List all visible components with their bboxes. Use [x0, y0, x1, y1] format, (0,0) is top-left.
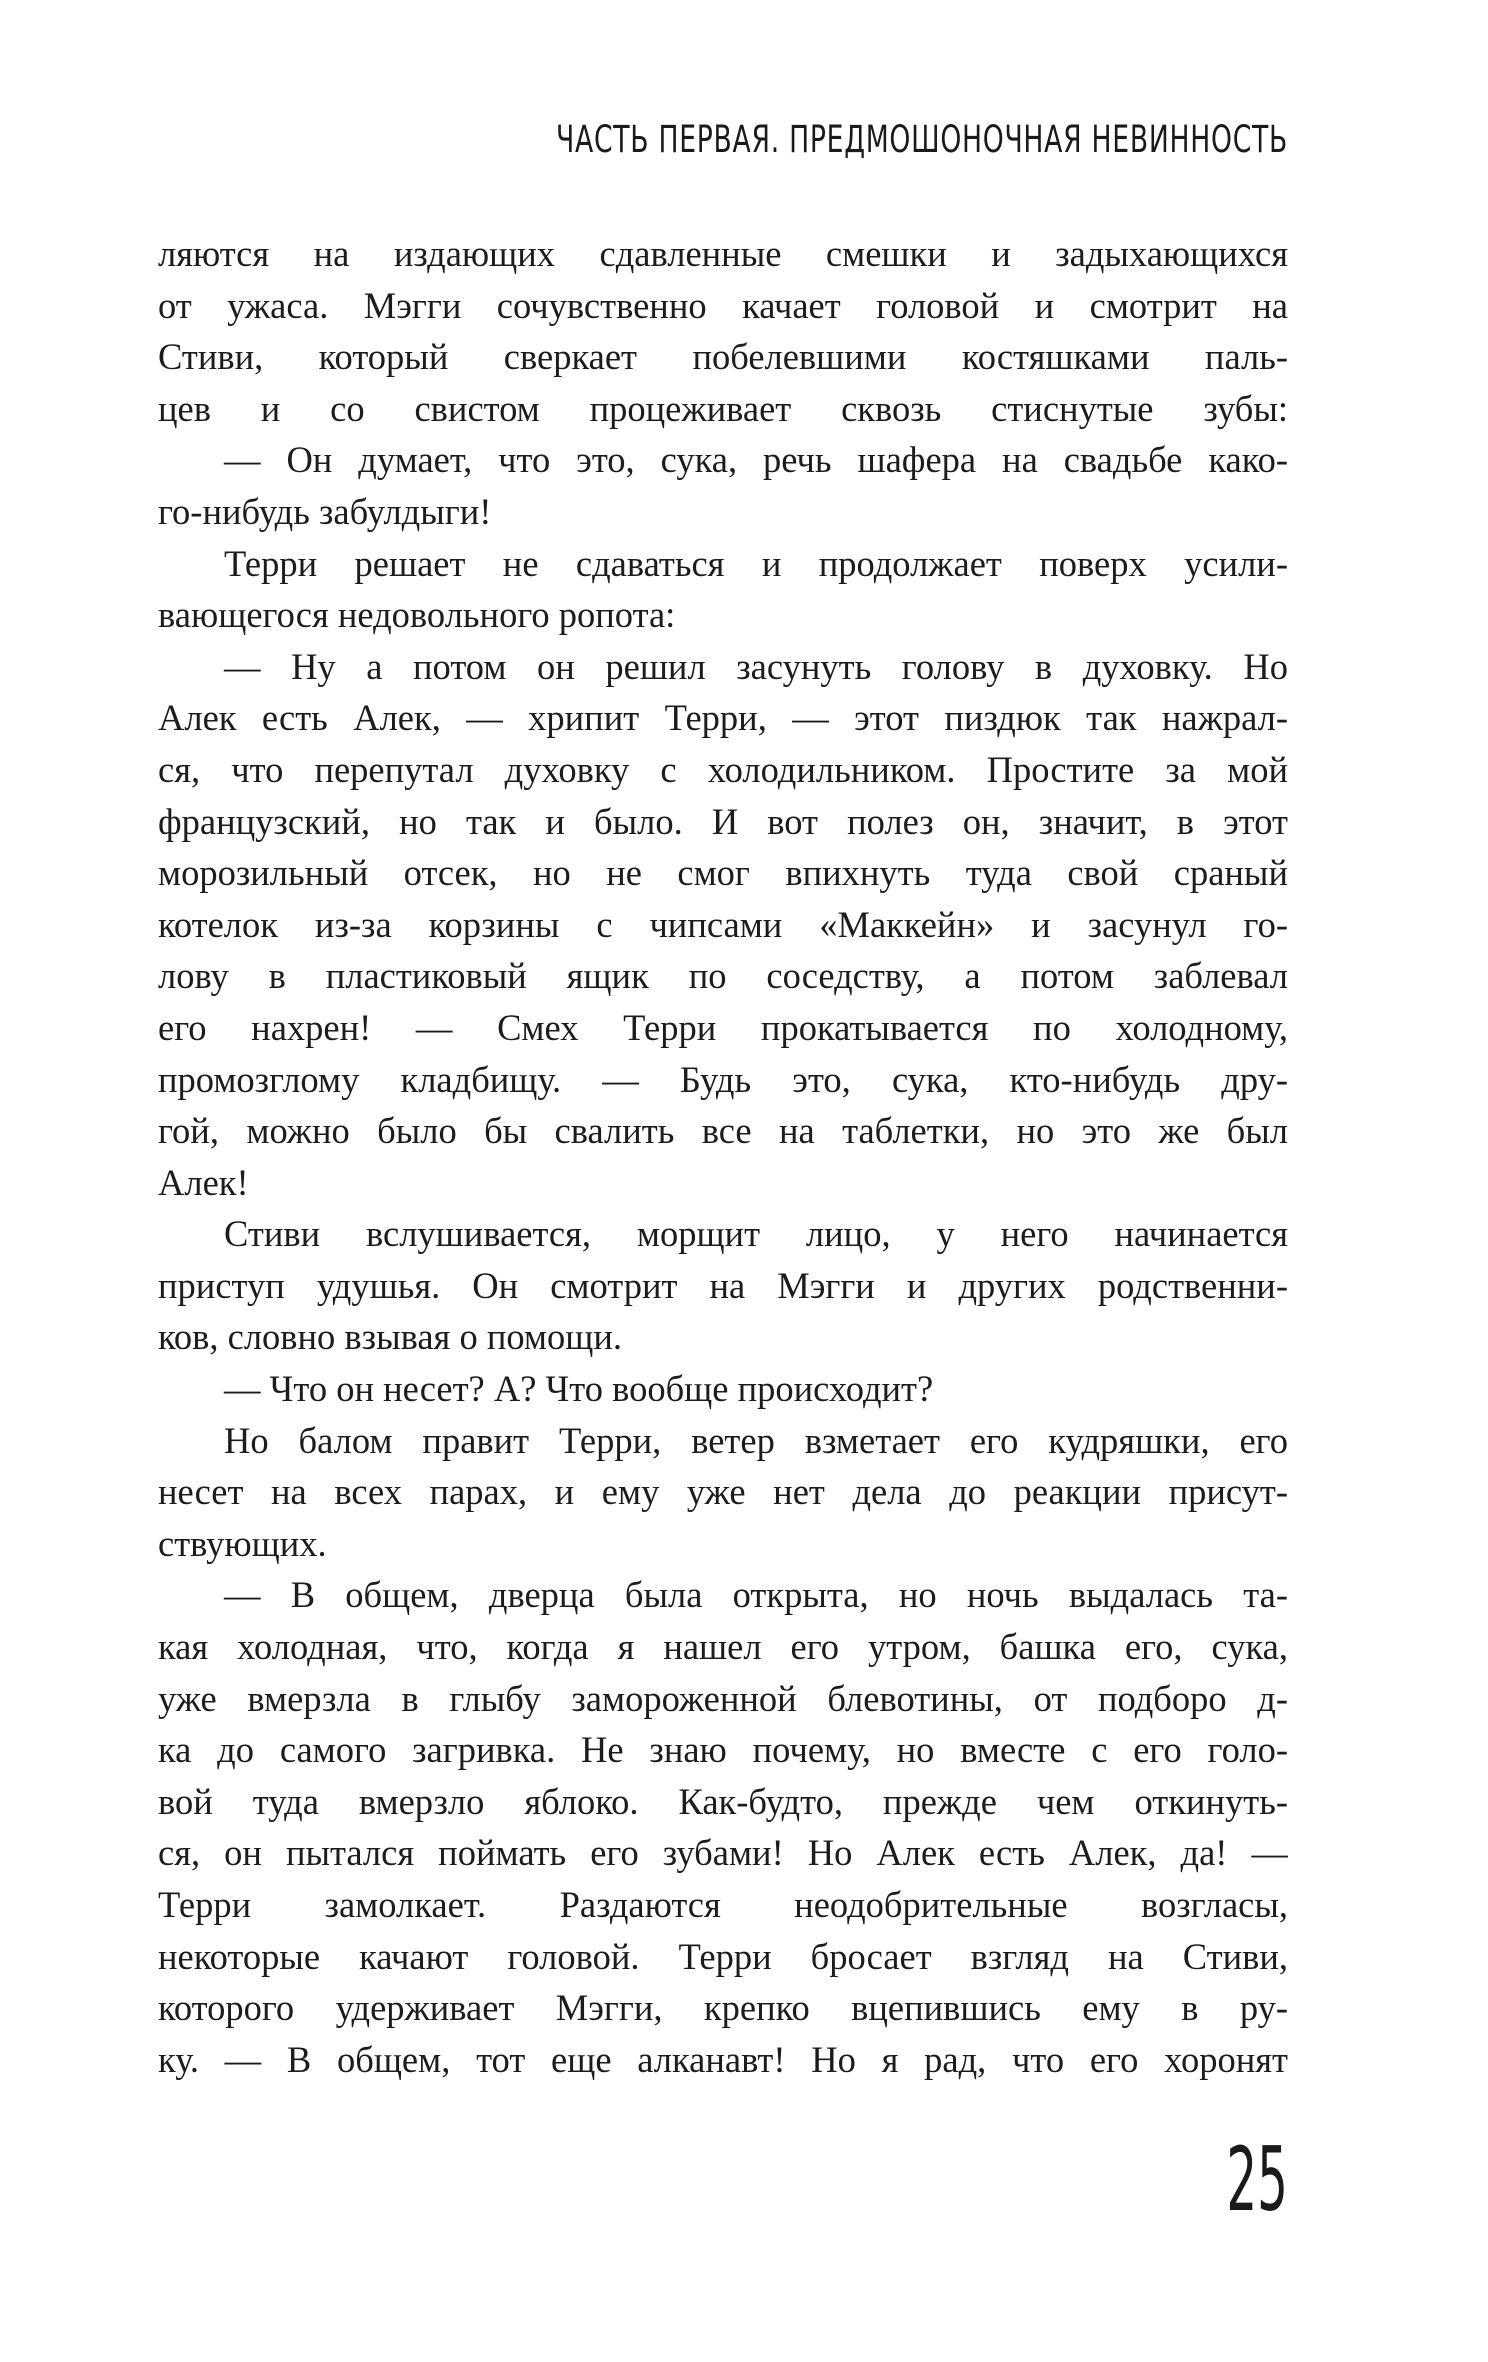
- text-line: Стиви, который сверкает побелевшими костяшками паль-: [158, 336, 1288, 378]
- text-line: гой, можно было бы свалить все на таблетки, но это же был: [158, 1110, 1288, 1152]
- text-line: ка до самого загривка. Не знаю почему, но вместе с его голо-: [158, 1729, 1288, 1771]
- text-line: ствующих.: [158, 1522, 327, 1564]
- text-line: ку. — В общем, тот еще алканавт! Но я рад, что его хоронят: [158, 2038, 1288, 2080]
- text-line: Терри решает не сдаваться и продолжает поверх усили-: [224, 542, 1288, 584]
- text-line: — Он думает, что это, сука, речь шафера на свадьбе како-: [224, 439, 1288, 481]
- text-line: цев и со свистом процеживает сквозь стиснутые зубы:: [158, 387, 1288, 429]
- body-text: [158, 228, 1288, 2085]
- text-line: Алек есть Алек, — хрипит Терри, — этот пиздюк так нажрал-: [158, 697, 1288, 739]
- text-line: — Ну а потом он решил засунуть голову в духовку. Но: [224, 645, 1288, 687]
- text-line: ся, он пытался поймать его зубами! Но Алек есть Алек, да! —: [158, 1832, 1288, 1874]
- text-line: его нахрен! — Смех Терри прокатывается по холодному,: [158, 1006, 1288, 1048]
- text-line: ляются на издающих сдавленные смешки и задыхающихся: [158, 233, 1288, 274]
- text-line: ся, что перепутал духовку с холодильником. Простите за мой: [158, 748, 1288, 790]
- text-line: французский, но так и было. И вот полез он, значит, в этот: [158, 800, 1288, 842]
- text-line: уже вмерзла в глыбу замороженной блевотины, от подборо д-: [158, 1677, 1288, 1719]
- text-line: Стиви вслушивается, морщит лицо, у него начинается: [224, 1213, 1288, 1255]
- text-line: от ужаса. Мэгги сочувственно качает головой и смотрит на: [158, 284, 1288, 326]
- text-line: — В общем, дверца была открыта, но ночь выдалась та-: [224, 1574, 1288, 1616]
- text-line: которого удерживает Мэгги, крепко вцепившись ему в ру-: [158, 1987, 1288, 2029]
- text-line: ков, словно взывая о помощи.: [158, 1316, 623, 1358]
- text-line: котелок из-за корзины с чипсами «Маккейн» и засунул го-: [158, 903, 1288, 945]
- page-number: 25: [1226, 2128, 1288, 2231]
- text-line: кая холодная, что, когда я нашел его утром, башка его, сука,: [158, 1626, 1288, 1668]
- text-line: Алек!: [158, 1161, 249, 1203]
- running-header: ЧАСТЬ ПЕРВАЯ. ПРЕДМОШОНОЧНАЯ НЕВИННОСТЬ: [556, 118, 1288, 161]
- text-line: — Что он несет? А? Что вообще происходит?: [224, 1368, 934, 1410]
- text-line: вой туда вмерзло яблоко. Как-будто, прежде чем откинуть-: [158, 1780, 1288, 1822]
- text-line: Терри замолкает. Раздаются неодобрительные возгласы,: [158, 1884, 1288, 1925]
- text-line: некоторые качают головой. Терри бросает взгляд на Стиви,: [158, 1935, 1288, 1977]
- text-line: промозглому кладбищу. — Будь это, сука, кто-нибудь дру-: [158, 1058, 1288, 1100]
- text-line: лову в пластиковый ящик по соседству, а потом заблевал: [158, 955, 1288, 997]
- text-line: морозильный отсек, но не смог впихнуть туда свой сраный: [158, 852, 1288, 894]
- text-line: Но балом правит Терри, ветер взметает его кудряшки, его: [224, 1419, 1288, 1461]
- text-line: приступ удушья. Он смотрит на Мэгги и других родственни-: [158, 1264, 1288, 1306]
- text-line: несет на всех парах, и ему уже нет дела до реакции присут-: [158, 1471, 1288, 1513]
- text-line: го-нибудь забулдыги!: [158, 490, 492, 532]
- text-line: вающегося недовольного ропота:: [158, 594, 676, 636]
